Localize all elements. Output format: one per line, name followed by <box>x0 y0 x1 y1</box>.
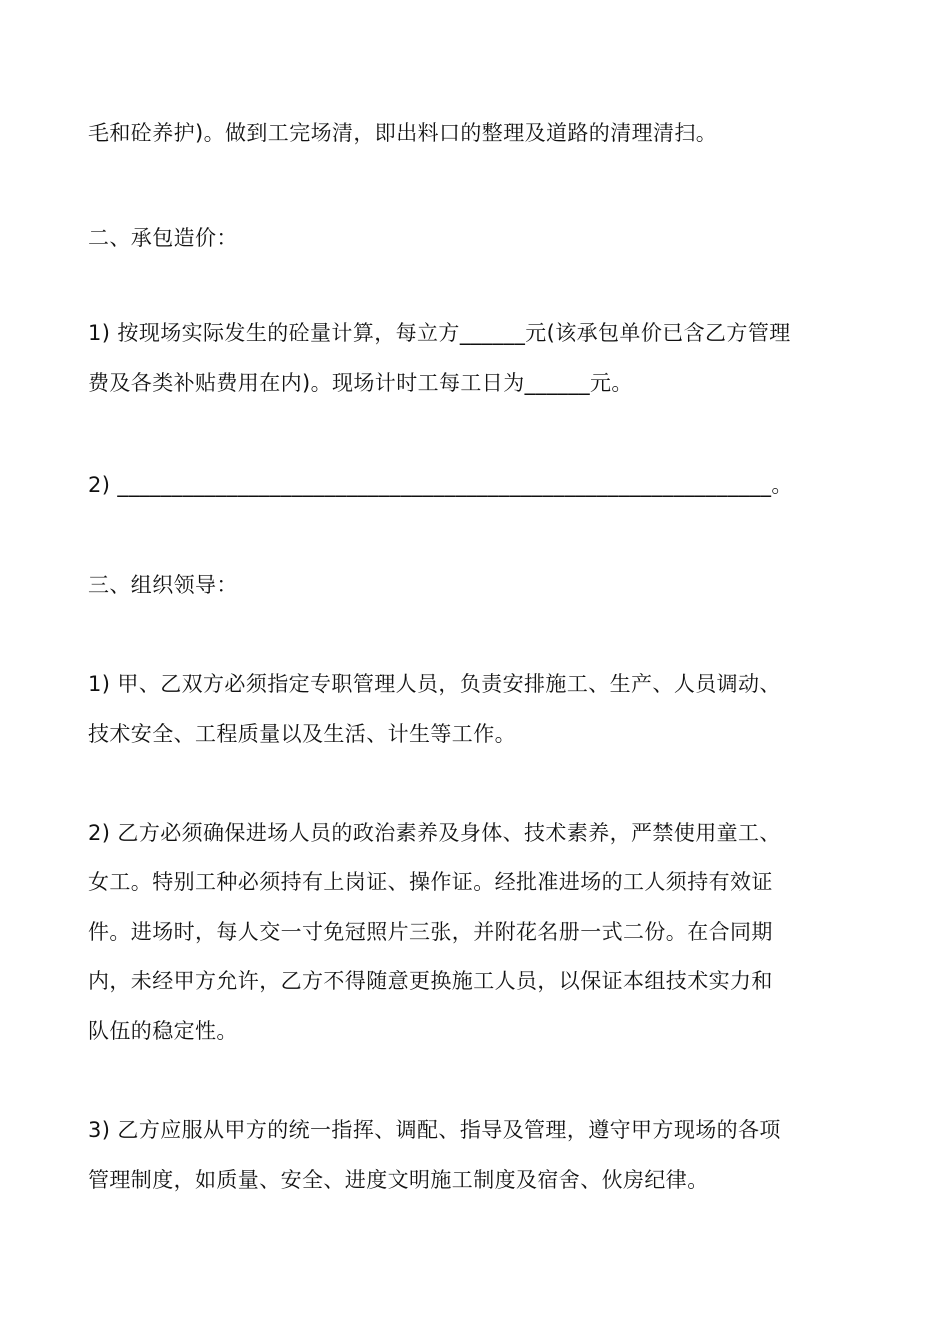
text-line: 2) 乙方必须确保进场人员的政治素养及身体、技术素养，严禁使用童工、 <box>88 821 781 845</box>
text-line: 2) ____________________________________________________________。 <box>88 473 793 497</box>
section-heading: 二、承包造价： <box>88 226 238 250</box>
text-line: 毛和砼养护)。做到工完场清，即出料口的整理及道路的清理清扫。 <box>88 121 718 145</box>
text-line: 费及各类补贴费用在内)。现场计时工每工日为______元。 <box>88 371 633 395</box>
document-page <box>88 0 868 1344</box>
text-line: 3) 乙方应服从甲方的统一指挥、调配、指导及管理，遵守甲方现场的各项 <box>88 1118 781 1142</box>
text-line: 技术安全、工程质量以及生活、计生等工作。 <box>88 722 516 746</box>
text-line: 管理制度，如质量、安全、进度文明施工制度及宿舍、伙房纪律。 <box>88 1168 709 1192</box>
text-line: 1) 甲、乙双方必须指定专职管理人员，负责安排施工、生产、人员调动、 <box>88 672 781 696</box>
text-line: 内，未经甲方允许，乙方不得随意更换施工人员，以保证本组技术实力和 <box>88 969 773 993</box>
text-line: 1) 按现场实际发生的砼量计算，每立方______元(该承包单价已含乙方管理 <box>88 321 791 345</box>
text-line: 件。进场时，每人交一寸免冠照片三张，并附花名册一式二份。在合同期 <box>88 920 773 944</box>
text-line: 队伍的稳定性。 <box>88 1019 238 1043</box>
section-heading: 三、组织领导： <box>88 573 238 597</box>
text-line: 女工。特别工种必须持有上岗证、操作证。经批准进场的工人须持有效证 <box>88 870 773 894</box>
